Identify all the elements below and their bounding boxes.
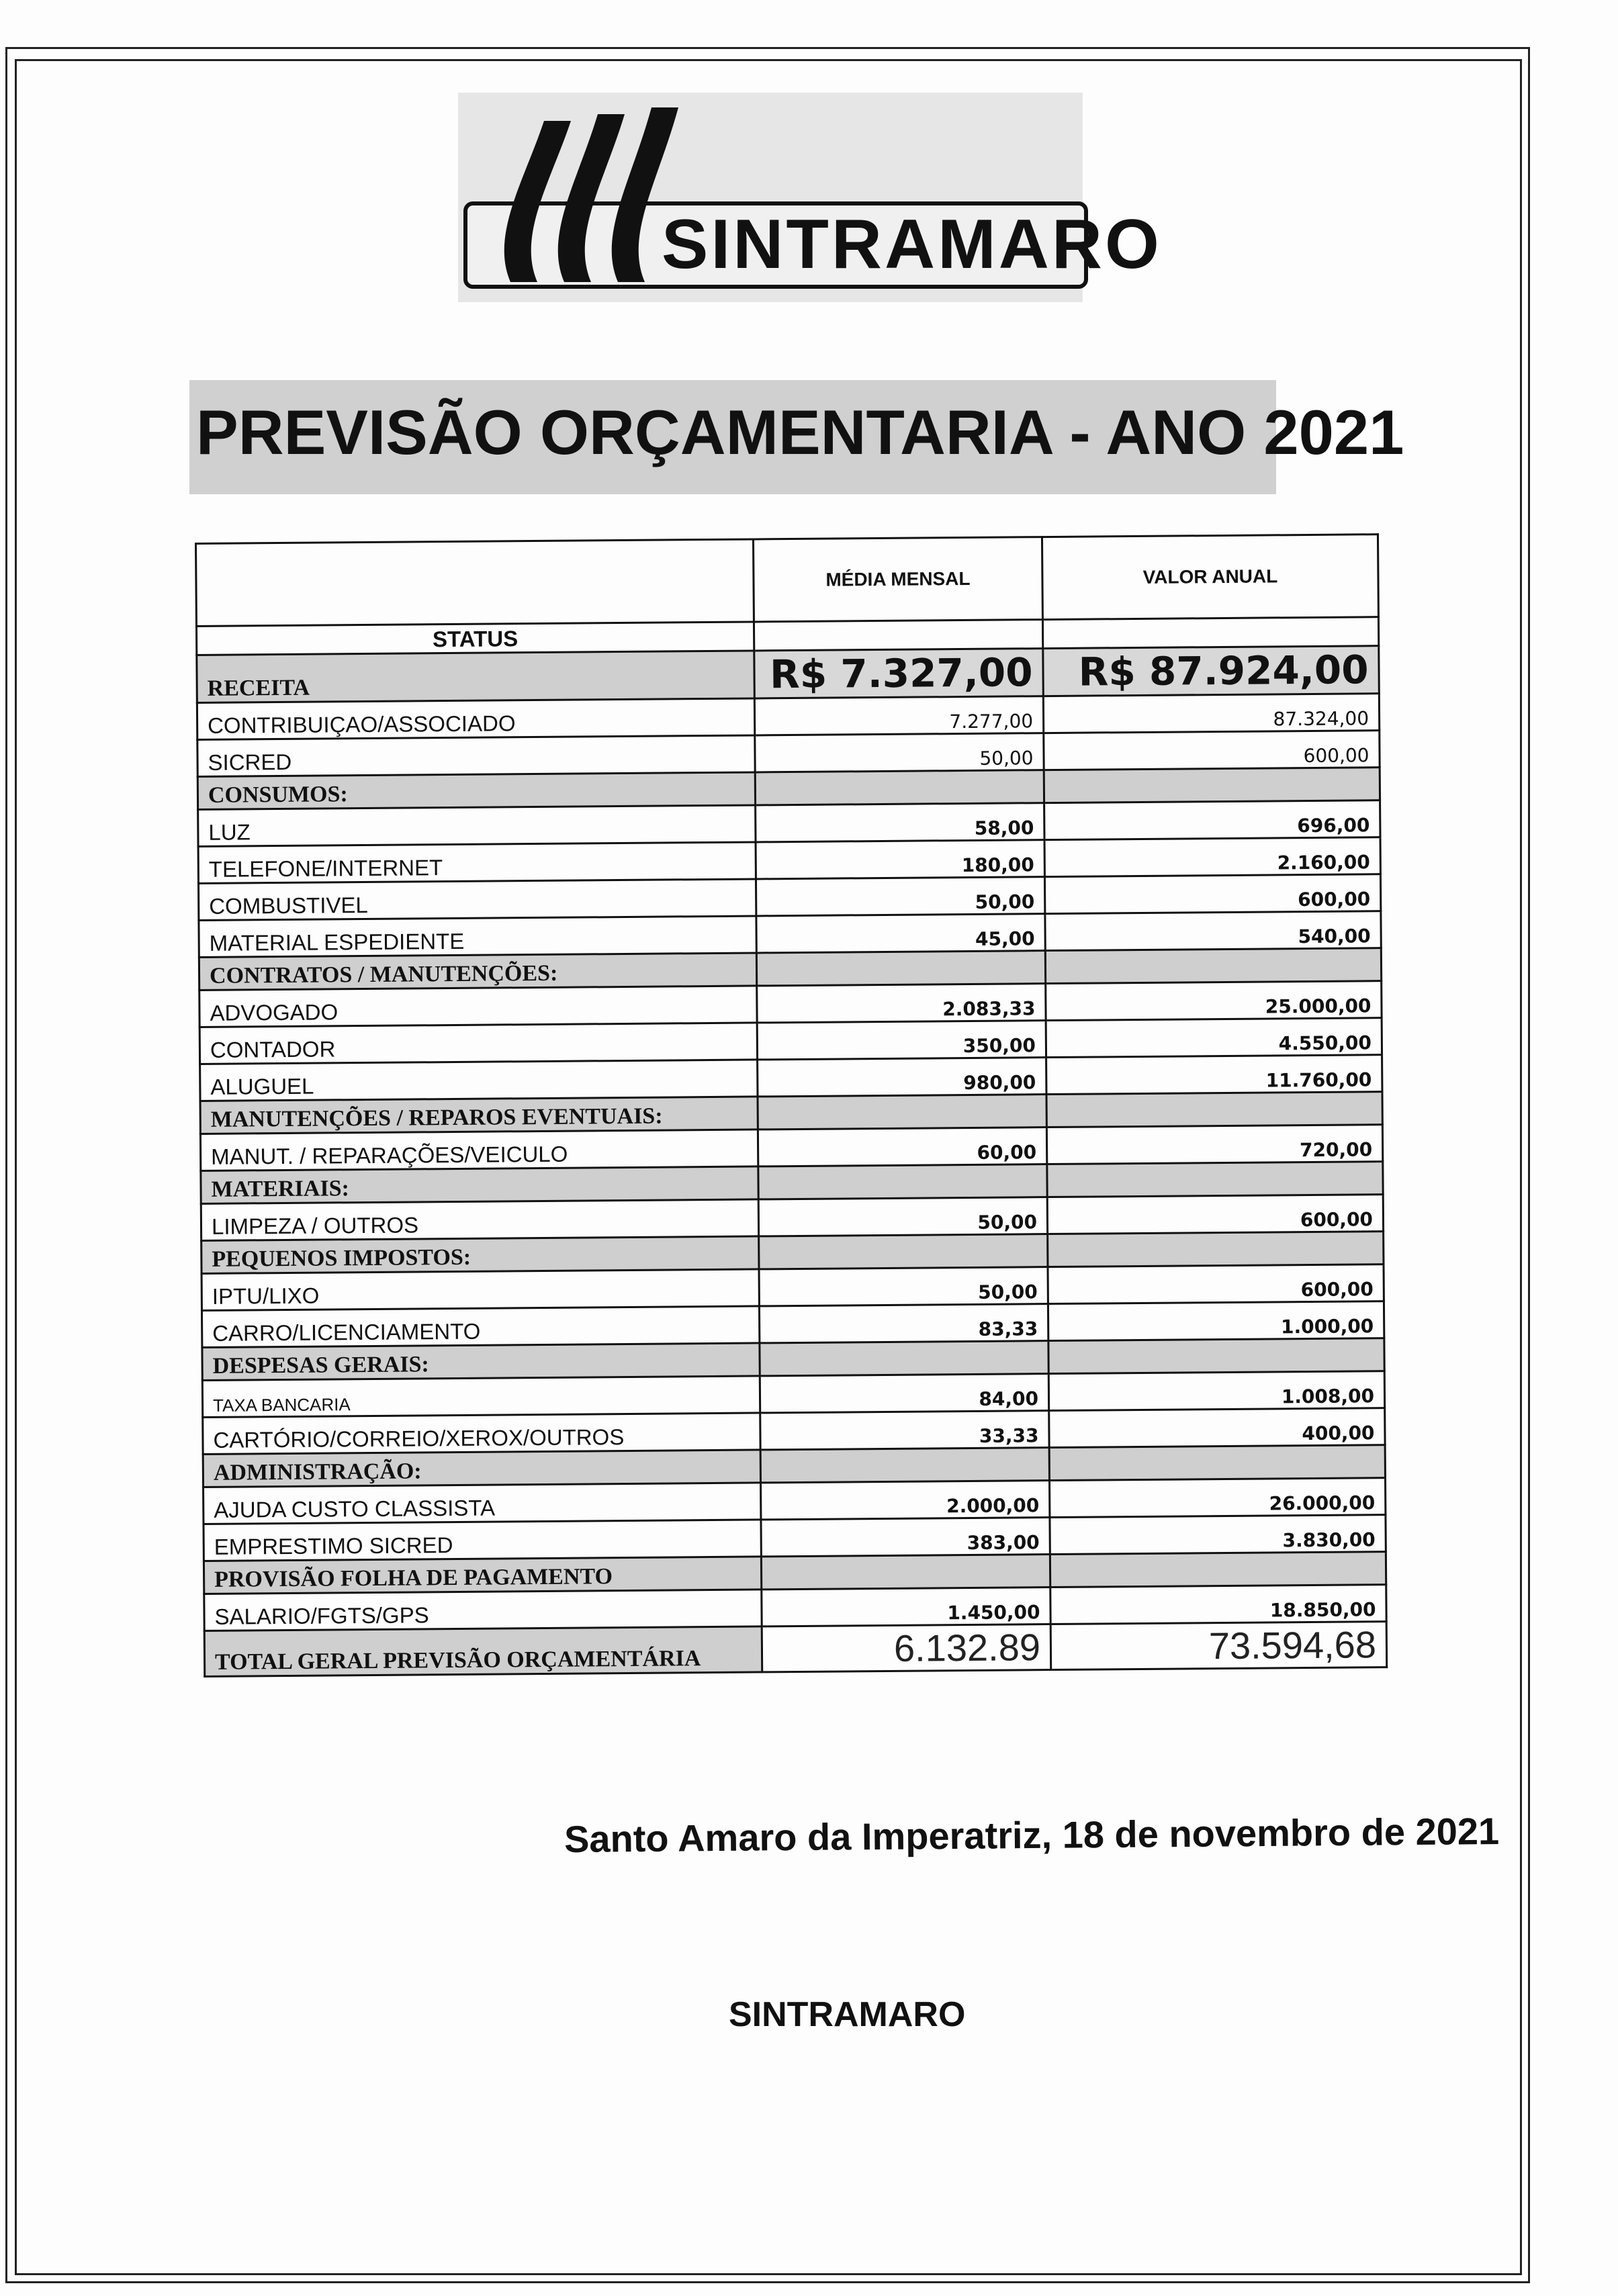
page-title: PREVISÃO ORÇAMENTARIA - ANO 2021 — [196, 397, 1404, 467]
table-row: TAXA BANCARIA 84,00 1.008,00 — [202, 1371, 1384, 1418]
table-row: TELEFONE/INTERNET 180,00 2.160,00 — [198, 837, 1380, 884]
table-row: CONTADOR 350,00 4.550,00 — [199, 1018, 1382, 1064]
logo-icon — [470, 101, 685, 295]
signature: SINTRAMARO — [729, 1995, 966, 2034]
total-row — [204, 1622, 1386, 1677]
place-date: Santo Amaro da Imperatriz, 18 de novembro de 2021 — [564, 1809, 1500, 1861]
receita-monthly: R$ 7.327,00 — [754, 649, 1044, 698]
budget-table — [195, 533, 1386, 1725]
table-row: SICRED 50,00 600,00 — [197, 731, 1380, 777]
col-monthly-header: MÉDIA MENSAL — [753, 537, 1042, 622]
section-folha: PROVISÃO FOLHA DE PAGAMENTO — [204, 1552, 1386, 1594]
table-row: COMBUSTIVEL 50,00 600,00 — [198, 874, 1380, 921]
total-monthly: 6.132.89 — [762, 1624, 1051, 1672]
table-row: LUZ 58,00 696,00 — [198, 800, 1380, 847]
table-row: CARTÓRIO/CORREIO/XEROX/OUTROS 33,33 400,00 — [203, 1408, 1385, 1455]
section-materiais: MATERIAIS: — [201, 1162, 1383, 1204]
table-row: EMPRESTIMO SICRED 383,00 3.830,00 — [204, 1515, 1386, 1561]
table-row: CONTRIBUIÇAO/ASSOCIADO 7.277,00 87.324,00 — [197, 694, 1379, 740]
col-annual-header: VALOR ANUAL — [1042, 535, 1378, 620]
total-label: TOTAL GERAL PREVISÃO ORÇAMENTÁRIA — [204, 1626, 762, 1677]
section-administracao: ADMINISTRAÇÃO: — [203, 1445, 1385, 1487]
section-despesas: DESPESAS GERAIS: — [202, 1338, 1384, 1381]
table-row: AJUDA CUSTO CLASSISTA 2.000,00 26.000,00 — [204, 1478, 1386, 1524]
table-row: SALARIO/FGTS/GPS 1.450,00 18.850,00 — [204, 1585, 1386, 1631]
table-row: MANUT. / REPARAÇÕES/VEICULO 60,00 720,00 — [200, 1125, 1382, 1171]
table-row: ALUGUEL 980,00 11.760,00 — [200, 1055, 1382, 1101]
total-annual: 73.594,68 — [1050, 1622, 1387, 1670]
section-contratos: CONTRATOS / MANUTENÇÕES: — [199, 948, 1381, 991]
logo-text: SINTRAMARO — [662, 205, 1162, 283]
section-impostos: PEQUENOS IMPOSTOS: — [201, 1232, 1384, 1274]
section-consumos: CONSUMOS: — [197, 768, 1380, 810]
table-row: LIMPEZA / OUTROS 50,00 600,00 — [201, 1195, 1383, 1241]
table-row: MATERIAL ESPEDIENTE 45,00 540,00 — [199, 911, 1381, 958]
table-row: CARRO/LICENCIAMENTO 83,33 1.000,00 — [201, 1301, 1384, 1348]
receita-annual: R$ 87.924,00 — [1043, 646, 1380, 696]
section-label: RECEITA — [197, 651, 755, 703]
col-status-header: STATUS — [196, 622, 754, 655]
table-row: ADVOGADO 2.083,33 25.000,00 — [199, 981, 1382, 1027]
table-row: IPTU/LIXO 50,00 600,00 — [201, 1265, 1384, 1311]
header-blank — [196, 539, 754, 627]
section-manutencoes: MANUTENÇÕES / REPAROS EVENTUAIS: — [200, 1092, 1382, 1134]
